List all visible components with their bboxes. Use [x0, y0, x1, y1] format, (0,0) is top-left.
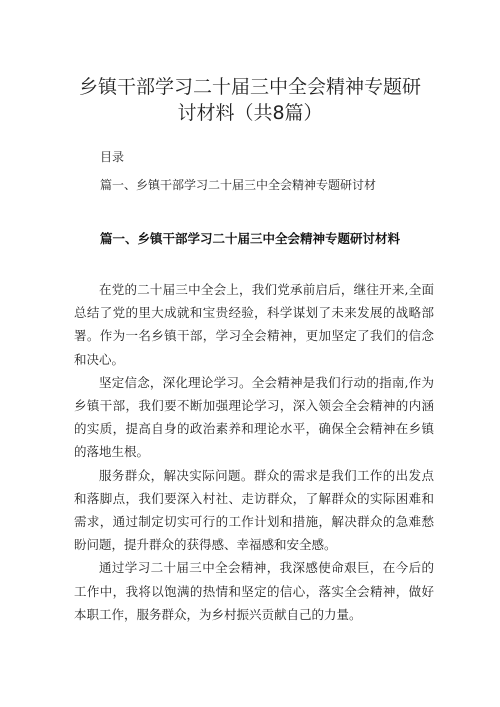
toc-item[interactable]: 篇一、乡镇干部学习二十届三中全会精神专题研讨材	[100, 178, 377, 192]
paragraph: 坚定信念，深化理论学习。全会精神是我们行动的指南,作为乡镇干部，我们要不断加强理论学习，深入领会全会精神的内涵的实质，提高自身的政治素养和理论水平，确保全会精神在乡镇的落地生根。	[74, 374, 434, 460]
paragraph: 通过学习二十届三中全会精神，我深感使命艰巨，在今后的工作中，我将以饱满的热情和坚定的信心，落实全会精神，做好本职工作，服务群众，为乡村振兴贡献自己的力量。	[74, 560, 434, 622]
paragraph: 在党的二十届三中全会上，我们党承前启后，继往开来,全面总结了党的里大成就和宝贵经验，科学谋划了未来发展的战略部署。作为一名乡镇干部，学习全会精神，更加坚定了我们的信念和决心。	[74, 282, 434, 367]
body-text	[74, 278, 434, 626]
paragraph: 服务群众，解决实际问题。群众的需求是我们工作的出发点和落脚点，我们要深入村社、走访群众，了解群众的实际困难和需求，通过制定切实可行的工作计划和措施，解决群众的急难愁盼问题，提升群众的获得感、幸福感和安全感。	[74, 467, 434, 553]
title-line-2: 讨材料（共8篇）	[177, 102, 323, 124]
title-line-1: 乡镇干部学习二十届三中全会精神专题研	[78, 76, 421, 98]
toc-label: 目录	[100, 150, 125, 164]
section-heading: 篇一、乡镇干部学习二十届三中全会精神专题研讨材料	[100, 231, 401, 246]
document-title	[60, 74, 440, 126]
